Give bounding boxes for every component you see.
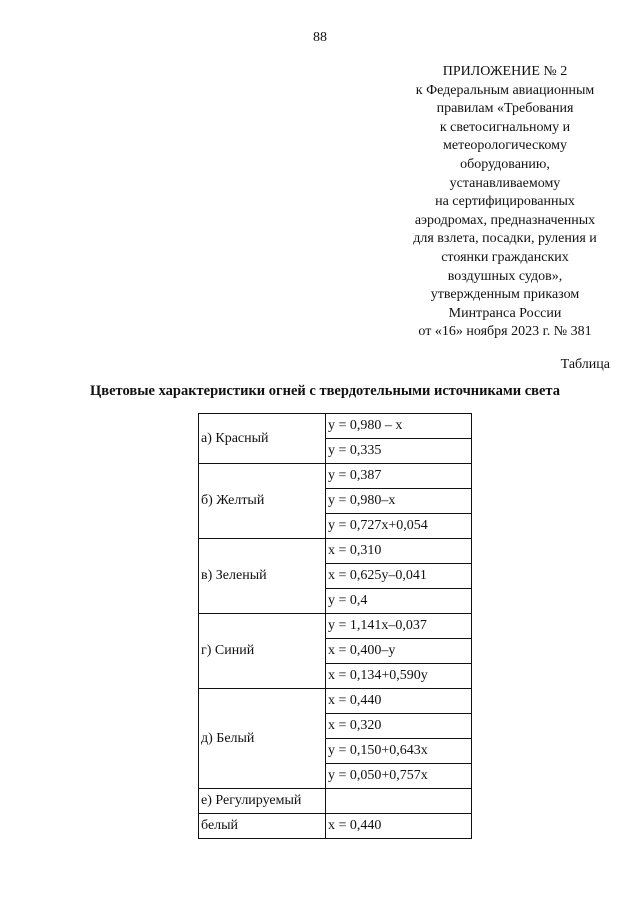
appendix-line: оборудованию, xyxy=(460,156,550,172)
appendix-line: ПРИЛОЖЕНИЕ № 2 xyxy=(442,64,568,79)
appendix-line: метеорологическому xyxy=(443,138,567,154)
appendix-line: к светосигнальному и xyxy=(439,119,571,135)
table-row xyxy=(199,814,472,839)
equation-cell: y = 0,150+0,643x xyxy=(326,739,472,764)
appendix-line: утвержденным приказом xyxy=(430,287,580,303)
equation-cell: x = 0,310 xyxy=(326,539,472,564)
appendix-line: аэродромах, предназначенных xyxy=(414,212,596,228)
appendix-line: к Федеральным авиационным xyxy=(415,82,595,98)
color-name-white: д) Белый xyxy=(199,689,326,789)
appendix-header xyxy=(395,63,615,342)
table-caption: Таблица xyxy=(560,357,610,372)
equation-cell: y = 0,335 xyxy=(326,439,472,464)
equation-cell-empty xyxy=(326,789,472,814)
table-row xyxy=(199,414,472,439)
equation-cell: x = 0,134+0,590y xyxy=(326,664,472,689)
appendix-line: на сертифицированных xyxy=(435,194,575,210)
appendix-line: от «16» ноября 2023 г. № 381 xyxy=(418,324,592,340)
table-title: Цветовые характеристики огней с твердотельными источниками света xyxy=(90,383,560,399)
equation-cell: y = 0,980–x xyxy=(326,489,472,514)
table-row xyxy=(199,614,472,639)
appendix-line: для взлета, посадки, руления и xyxy=(413,231,597,247)
equation-cell: x = 0,320 xyxy=(326,714,472,739)
color-name-blue: г) Синий xyxy=(199,614,326,689)
color-name-adjustable-white-continued: белый xyxy=(199,814,326,839)
table-row xyxy=(199,464,472,489)
equation-cell: x = 0,440 xyxy=(326,814,472,839)
equation-cell: x = 0,440 xyxy=(326,689,472,714)
table-row xyxy=(199,689,472,714)
equation-cell: y = 0,4 xyxy=(326,589,472,614)
equation-cell: x = 0,625y–0,041 xyxy=(326,564,472,589)
page-number: 88 xyxy=(313,30,327,45)
equation-cell: y = 0,050+0,757x xyxy=(326,764,472,789)
color-name-yellow: б) Желтый xyxy=(199,464,326,539)
equation-cell: y = 0,980 – x xyxy=(326,414,472,439)
appendix-line: стоянки гражданских xyxy=(441,249,569,265)
equation-cell: y = 0,387 xyxy=(326,464,472,489)
appendix-line: устанавливаемому xyxy=(449,175,561,191)
table-row xyxy=(199,539,472,564)
equation-cell: y = 1,141x–0,037 xyxy=(326,614,472,639)
color-name-green: в) Зеленый xyxy=(199,539,326,614)
color-name-red: а) Красный xyxy=(199,414,326,464)
equation-cell: x = 0,400–y xyxy=(326,639,472,664)
appendix-line: Минтранса России xyxy=(448,305,562,321)
equation-cell: y = 0,727x+0,054 xyxy=(326,514,472,539)
appendix-line: воздушных судов», xyxy=(447,268,563,284)
color-name-adjustable-white: е) Регулируемый xyxy=(199,789,326,814)
appendix-line: правилам «Требования xyxy=(436,101,574,117)
table-row xyxy=(199,789,472,814)
color-characteristics-table xyxy=(198,413,472,839)
